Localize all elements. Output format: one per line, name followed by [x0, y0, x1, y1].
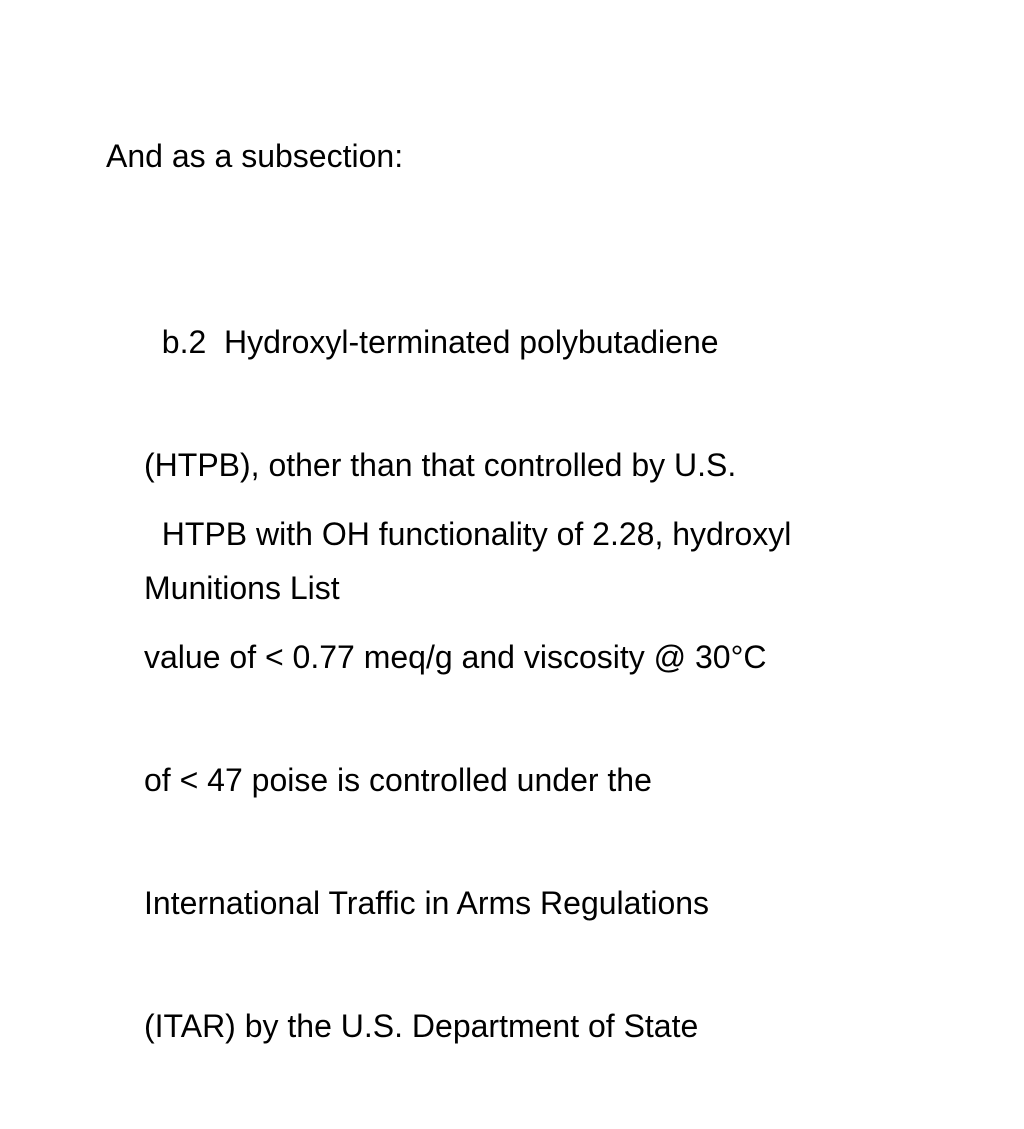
- paragraph-line: Munitions List: [144, 570, 340, 606]
- paragraph-line: International Traffic in Arms Regulations: [144, 885, 710, 921]
- paragraph-line: (ITAR) by the U.S. Department of State: [144, 1008, 699, 1044]
- paragraph-line: HTPB with OH functionality of 2.28, hydroxyl: [144, 516, 792, 552]
- paragraph-line: of < 47 poise is controlled under the: [144, 762, 652, 798]
- paragraph-line: b.2 Hydroxyl-terminated polybutadiene: [144, 324, 719, 360]
- paragraph-line: value of < 0.77 meq/g and viscosity @ 30°C: [144, 639, 767, 675]
- intro-text: And as a subsection:: [106, 138, 404, 174]
- paragraph-line: (HTPB), other than that controlled by U.S.: [144, 447, 737, 483]
- itar-paragraph: [144, 432, 964, 1129]
